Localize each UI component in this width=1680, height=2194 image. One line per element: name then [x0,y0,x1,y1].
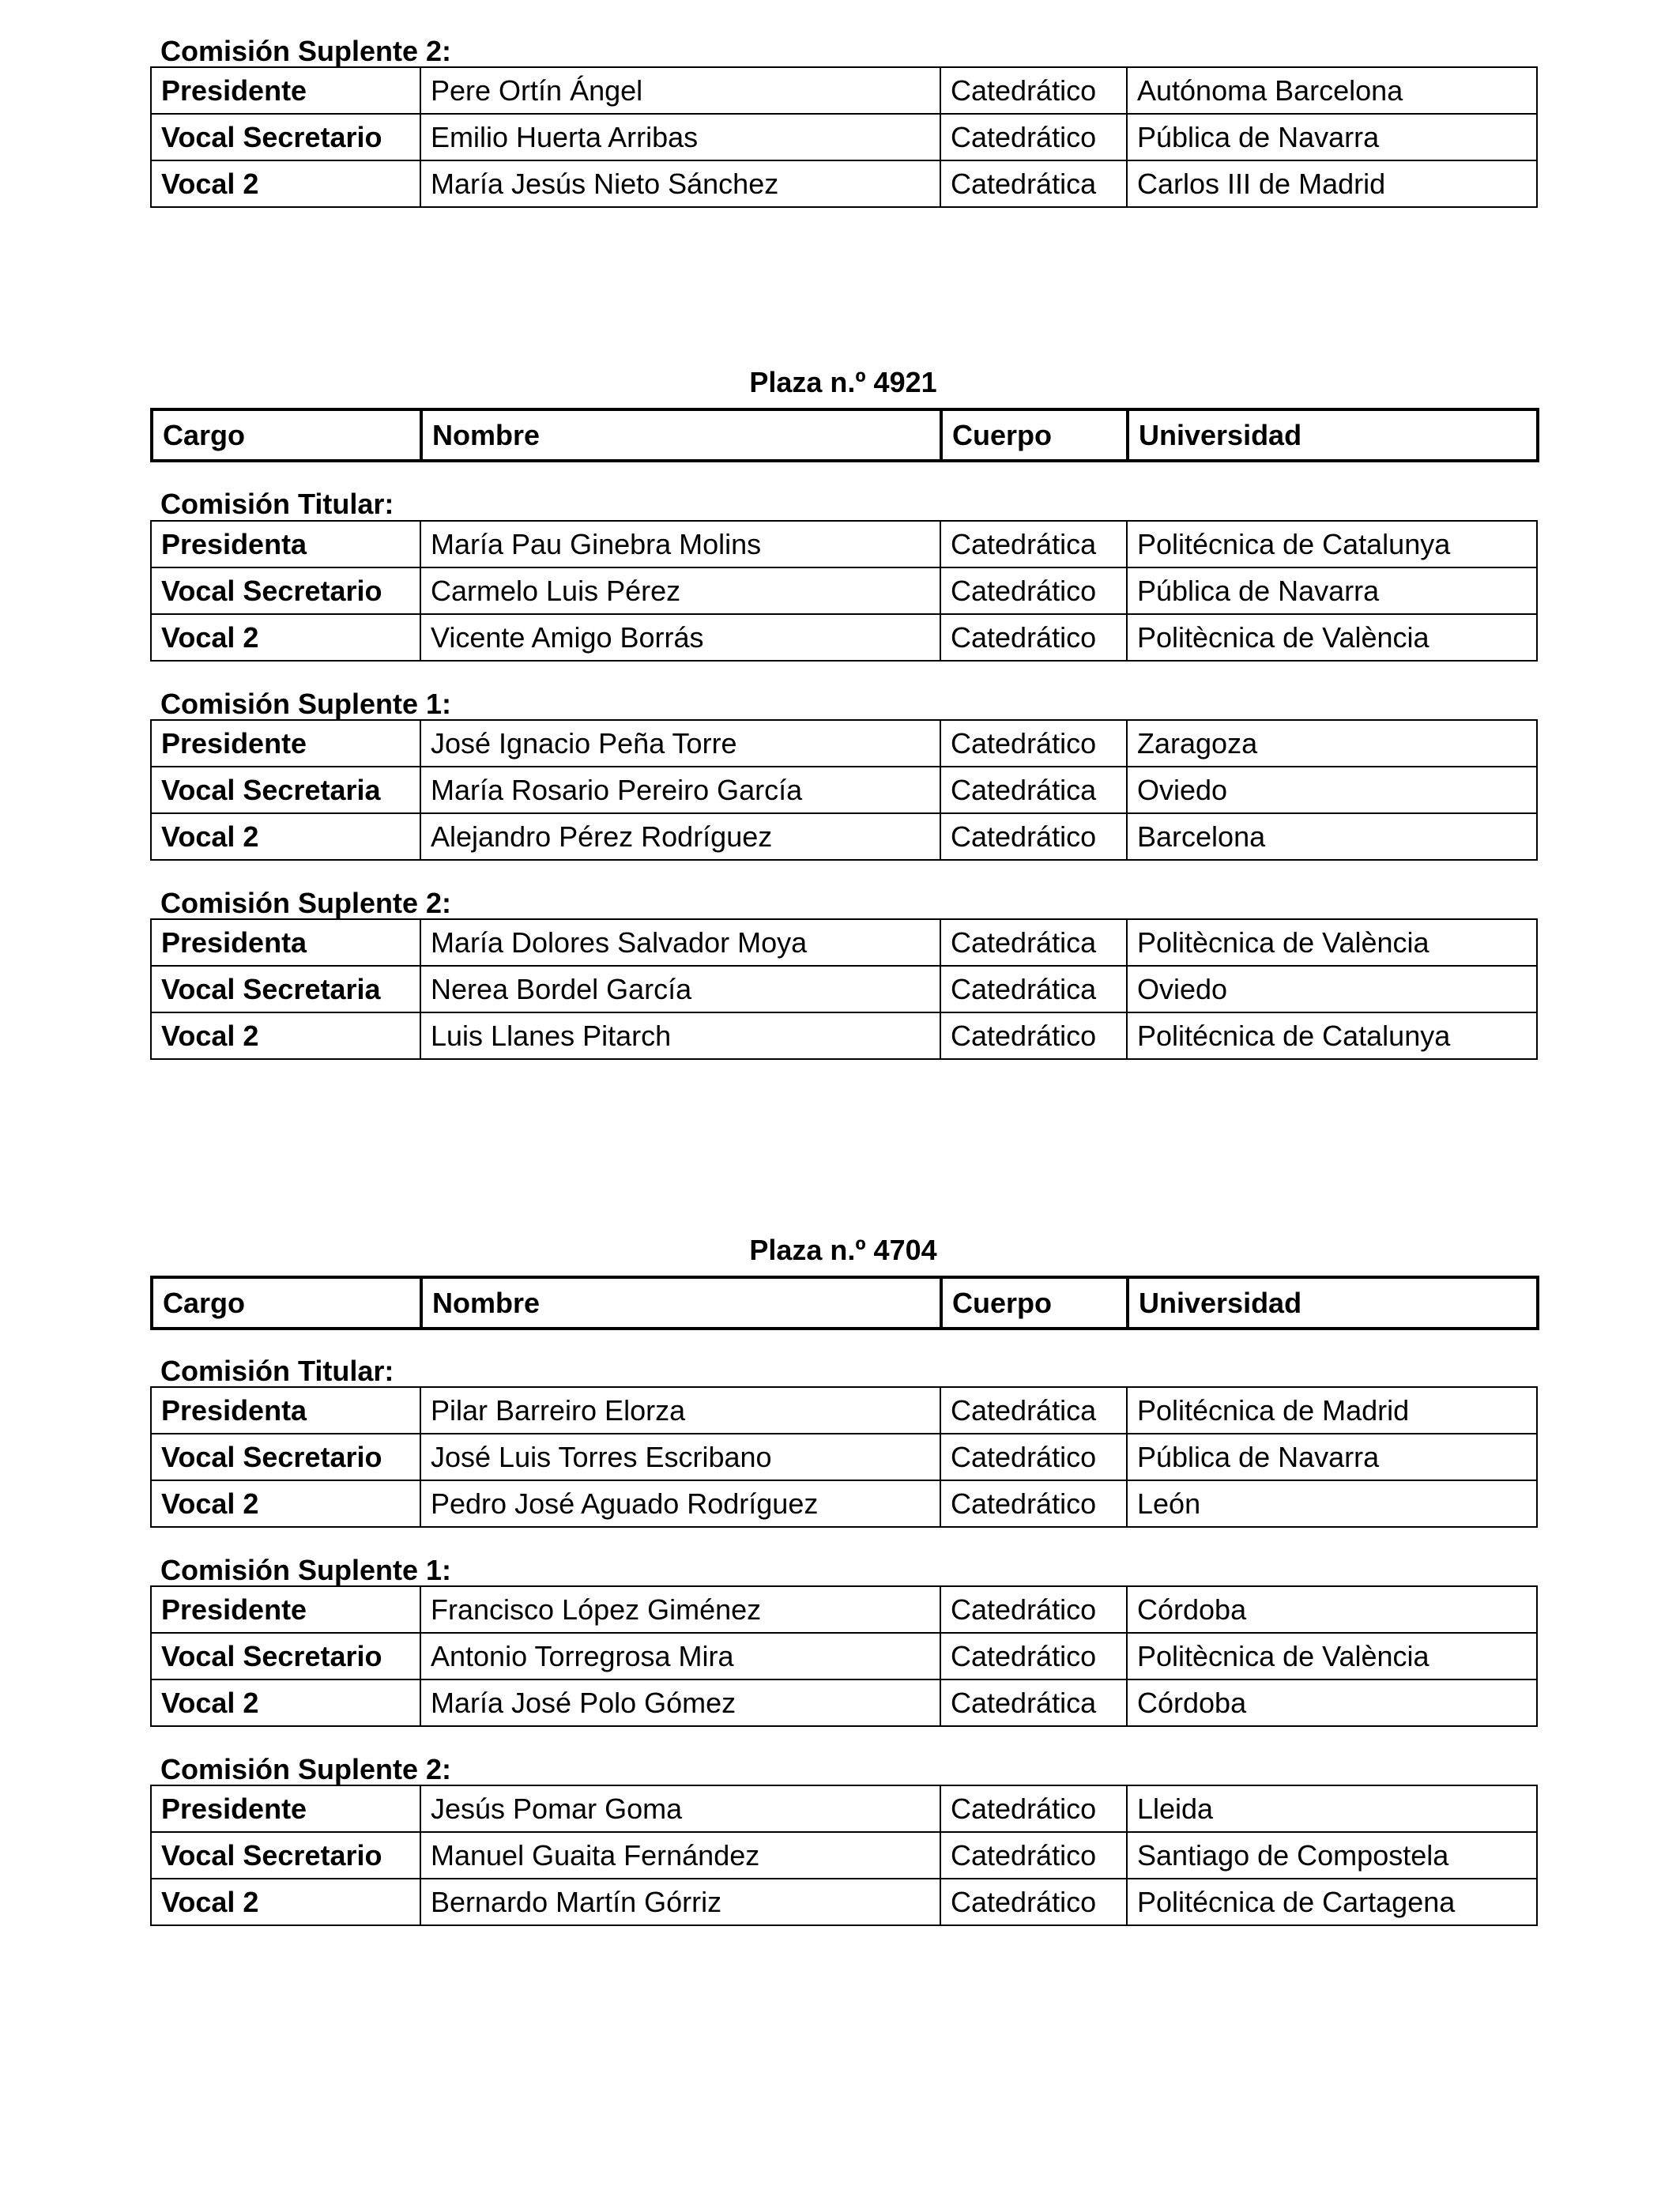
cuerpo-cell: Catedrático [940,1012,1127,1059]
section-label-top-suplente-2: Comisión Suplente 2: [160,35,452,67]
header-cargo: Cargo [152,409,421,461]
table-row [151,720,1537,767]
nombre-cell: Emilio Huerta Arribas [420,114,940,160]
header-row [152,1277,1538,1329]
table-row [151,614,1537,661]
header-cargo: Cargo [152,1277,421,1329]
cuerpo-cell: Catedrático [940,813,1127,860]
header-nombre: Nombre [421,409,941,461]
nombre-cell: Jesús Pomar Goma [420,1785,940,1832]
cargo-cell: Vocal Secretaria [151,767,420,813]
table-row [151,919,1537,966]
plaza-4704-titular-table [150,1386,1538,1528]
cargo-cell: Presidente [151,1586,420,1633]
plaza-4704-title: Plaza n.º 4704 [749,1234,937,1266]
universidad-cell: Lleida [1127,1785,1537,1832]
table-row [151,1012,1537,1059]
section-label-4921-suplente-1: Comisión Suplente 1: [160,688,452,720]
plaza-4921-header-table [150,408,1539,462]
table-row [151,521,1537,567]
cargo-cell: Vocal Secretario [151,114,420,160]
universidad-cell: Córdoba [1127,1586,1537,1633]
universidad-cell: Santiago de Compostela [1127,1832,1537,1879]
plaza-4921-suplente-1-table [150,719,1538,861]
universidad-cell: Politècnica de València [1127,919,1537,966]
cuerpo-cell: Catedrático [940,567,1127,614]
nombre-cell: Alejandro Pérez Rodríguez [420,813,940,860]
universidad-cell: Córdoba [1127,1679,1537,1726]
top-suplente-2-table [150,66,1538,208]
cuerpo-cell: Catedrático [940,1832,1127,1879]
section-label-4921-suplente-2: Comisión Suplente 2: [160,887,452,919]
header-cuerpo: Cuerpo [941,1277,1128,1329]
cargo-cell: Presidenta [151,919,420,966]
cargo-cell: Vocal Secretario [151,1434,420,1480]
plaza-4704-suplente-1-table [150,1585,1538,1727]
plaza-4921-title: Plaza n.º 4921 [749,366,937,398]
universidad-cell: Politècnica de València [1127,1633,1537,1679]
cuerpo-cell: Catedrático [940,614,1127,661]
cargo-cell: Vocal 2 [151,614,420,661]
header-cuerpo: Cuerpo [941,409,1128,461]
cargo-cell: Presidenta [151,521,420,567]
nombre-cell: Carmelo Luis Pérez [420,567,940,614]
cuerpo-cell: Catedrática [940,160,1127,207]
nombre-cell: José Luis Torres Escribano [420,1434,940,1480]
universidad-cell: Pública de Navarra [1127,114,1537,160]
universidad-cell: León [1127,1480,1537,1527]
nombre-cell: Nerea Bordel García [420,966,940,1012]
table-row [151,114,1537,160]
universidad-cell: Politècnica de València [1127,614,1537,661]
nombre-cell: María Jesús Nieto Sánchez [420,160,940,207]
universidad-cell: Carlos III de Madrid [1127,160,1537,207]
cargo-cell: Vocal Secretaria [151,966,420,1012]
cargo-cell: Vocal 2 [151,1480,420,1527]
universidad-cell: Pública de Navarra [1127,567,1537,614]
cuerpo-cell: Catedrático [940,1434,1127,1480]
nombre-cell: María Rosario Pereiro García [420,767,940,813]
nombre-cell: María José Polo Gómez [420,1679,940,1726]
universidad-cell: Politécnica de Catalunya [1127,1012,1537,1059]
universidad-cell: Politécnica de Cartagena [1127,1879,1537,1925]
cargo-cell: Presidente [151,720,420,767]
table-row [151,966,1537,1012]
cuerpo-cell: Catedrática [940,521,1127,567]
table-row [151,1633,1537,1679]
cargo-cell: Presidente [151,1785,420,1832]
nombre-cell: Pere Ortín Ángel [420,67,940,114]
cuerpo-cell: Catedrático [940,720,1127,767]
plaza-4921-suplente-2-table [150,918,1538,1060]
cargo-cell: Vocal 2 [151,813,420,860]
plaza-4704-header-table [150,1276,1539,1330]
cargo-cell: Vocal 2 [151,1012,420,1059]
table-row [151,1879,1537,1925]
nombre-cell: Luis Llanes Pitarch [420,1012,940,1059]
cuerpo-cell: Catedrático [940,1586,1127,1633]
cuerpo-cell: Catedrático [940,1879,1127,1925]
cargo-cell: Vocal 2 [151,1879,420,1925]
universidad-cell: Oviedo [1127,767,1537,813]
nombre-cell: Antonio Torregrosa Mira [420,1633,940,1679]
header-row [152,409,1538,461]
cargo-cell: Presidente [151,67,420,114]
header-nombre: Nombre [421,1277,941,1329]
plaza-4921-titular-table [150,520,1538,662]
cuerpo-cell: Catedrático [940,114,1127,160]
table-row [151,160,1537,207]
nombre-cell: María Pau Ginebra Molins [420,521,940,567]
header-universidad: Universidad [1128,1277,1538,1329]
universidad-cell: Oviedo [1127,966,1537,1012]
cuerpo-cell: Catedrática [940,1679,1127,1726]
nombre-cell: José Ignacio Peña Torre [420,720,940,767]
table-row [151,1679,1537,1726]
nombre-cell: Pedro José Aguado Rodríguez [420,1480,940,1527]
nombre-cell: Manuel Guaita Fernández [420,1832,940,1879]
table-row [151,1785,1537,1832]
table-row [151,567,1537,614]
cuerpo-cell: Catedrático [940,67,1127,114]
cuerpo-cell: Catedrática [940,919,1127,966]
universidad-cell: Autónoma Barcelona [1127,67,1537,114]
cargo-cell: Vocal Secretario [151,1832,420,1879]
nombre-cell: Pilar Barreiro Elorza [420,1387,940,1434]
cargo-cell: Vocal 2 [151,1679,420,1726]
nombre-cell: Bernardo Martín Górriz [420,1879,940,1925]
table-row [151,1387,1537,1434]
section-label-4704-suplente-1: Comisión Suplente 1: [160,1554,452,1586]
cuerpo-cell: Catedrática [940,767,1127,813]
cuerpo-cell: Catedrático [940,1480,1127,1527]
section-label-4921-titular: Comisión Titular: [160,488,394,520]
nombre-cell: Vicente Amigo Borrás [420,614,940,661]
table-row [151,1480,1537,1527]
cuerpo-cell: Catedrático [940,1633,1127,1679]
plaza-4704-suplente-2-table [150,1785,1538,1926]
universidad-cell: Zaragoza [1127,720,1537,767]
cuerpo-cell: Catedrática [940,1387,1127,1434]
cargo-cell: Vocal 2 [151,160,420,207]
table-row [151,67,1537,114]
section-label-4704-titular: Comisión Titular: [160,1355,394,1387]
cuerpo-cell: Catedrático [940,1785,1127,1832]
table-row [151,1586,1537,1633]
header-universidad: Universidad [1128,409,1538,461]
universidad-cell: Politécnica de Catalunya [1127,521,1537,567]
cargo-cell: Vocal Secretario [151,567,420,614]
table-row [151,1832,1537,1879]
universidad-cell: Politécnica de Madrid [1127,1387,1537,1434]
cargo-cell: Presidenta [151,1387,420,1434]
cargo-cell: Vocal Secretario [151,1633,420,1679]
nombre-cell: Francisco López Giménez [420,1586,940,1633]
universidad-cell: Barcelona [1127,813,1537,860]
nombre-cell: María Dolores Salvador Moya [420,919,940,966]
table-row [151,767,1537,813]
universidad-cell: Pública de Navarra [1127,1434,1537,1480]
table-row [151,1434,1537,1480]
cuerpo-cell: Catedrática [940,966,1127,1012]
section-label-4704-suplente-2: Comisión Suplente 2: [160,1753,452,1785]
table-row [151,813,1537,860]
